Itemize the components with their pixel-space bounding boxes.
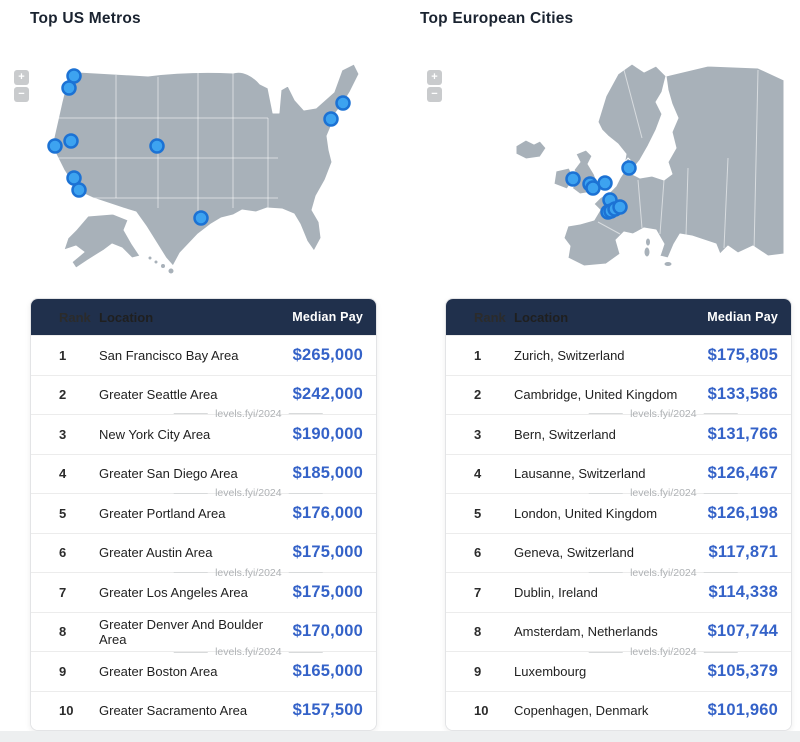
rank-cell: 4 <box>474 466 482 482</box>
table-row <box>446 454 791 494</box>
map-marker-sacramento[interactable] <box>65 135 78 148</box>
table-row <box>31 572 376 612</box>
location-cell: Amsterdam, Netherlands <box>514 624 658 640</box>
map-marker-austin[interactable] <box>195 212 208 225</box>
median-pay-cell: $242,000 <box>292 385 363 404</box>
location-cell: Lausanne, Switzerland <box>514 466 646 482</box>
median-pay-cell: $126,198 <box>707 503 778 522</box>
location-cell: Greater Boston Area <box>99 663 218 679</box>
median-pay-cell: $185,000 <box>292 464 363 483</box>
median-pay-cell: $265,000 <box>292 345 363 364</box>
table-row <box>31 651 376 691</box>
median-pay-cell: $190,000 <box>292 424 363 443</box>
location-cell: Dublin, Ireland <box>514 584 598 600</box>
rank-cell: 4 <box>59 466 67 482</box>
median-pay-header: Median Pay <box>707 310 778 324</box>
median-pay-cell: $170,000 <box>292 622 363 641</box>
scandinavia-shape <box>598 64 666 170</box>
location-cell: San Francisco Bay Area <box>99 347 239 363</box>
rank-cell: 5 <box>59 505 67 521</box>
table-row <box>31 414 376 454</box>
rank-cell: 6 <box>474 545 482 561</box>
eu-map[interactable] <box>428 58 798 290</box>
rank-header: Rank <box>474 309 506 325</box>
us-map-svg[interactable] <box>28 58 398 290</box>
eu-panel-title: Top European Cities <box>420 10 574 27</box>
median-pay-cell: $131,766 <box>707 424 778 443</box>
rank-cell: 3 <box>59 426 67 442</box>
map-marker-dublin[interactable] <box>567 173 580 186</box>
median-pay-cell: $175,000 <box>292 543 363 562</box>
us-map-zoom-in-button[interactable]: + <box>14 70 29 85</box>
location-cell: Luxembourg <box>514 663 587 679</box>
table-row <box>446 612 791 652</box>
rank-cell: 2 <box>474 387 482 403</box>
location-cell: Cambridge, United Kingdom <box>514 387 678 403</box>
rank-header: Rank <box>59 309 91 325</box>
watermark: levels.fyi/2024 <box>174 646 323 658</box>
location-cell: Copenhagen, Denmark <box>514 703 649 719</box>
location-cell: Greater Sacramento Area <box>99 703 248 719</box>
map-marker-new-york[interactable] <box>325 113 338 126</box>
rank-cell: 3 <box>474 426 482 442</box>
rank-cell: 7 <box>474 584 482 600</box>
table-row <box>31 454 376 494</box>
location-cell: Greater Austin Area <box>99 545 213 561</box>
rank-cell: 9 <box>474 663 482 679</box>
median-pay-cell: $101,960 <box>707 701 778 720</box>
watermark: levels.fyi/2024 <box>589 408 738 420</box>
median-pay-cell: $175,805 <box>707 345 778 364</box>
table-row <box>446 533 791 573</box>
table-row <box>446 651 791 691</box>
median-pay-cell: $105,379 <box>707 661 778 680</box>
eu-table-header <box>446 299 791 335</box>
eu-map-svg[interactable] <box>428 58 798 290</box>
rank-cell: 1 <box>474 347 482 363</box>
rank-cell: 8 <box>474 624 482 640</box>
median-pay-header: Median Pay <box>292 310 363 324</box>
median-pay-cell: $126,467 <box>707 464 778 483</box>
location-header: Location <box>514 309 569 325</box>
us-table <box>30 298 377 731</box>
eu-table-body <box>446 335 791 730</box>
map-marker-portland[interactable] <box>63 82 76 95</box>
iceland-shape <box>516 140 546 159</box>
location-cell: Greater Denver And Boulder Area <box>99 616 264 647</box>
map-marker-san-francisco[interactable] <box>49 140 62 153</box>
europe-mainland-shape <box>564 66 784 266</box>
sicily-shape <box>664 262 672 267</box>
map-marker-san-diego[interactable] <box>73 184 86 197</box>
watermark: levels.fyi/2024 <box>174 567 323 579</box>
watermark: levels.fyi/2024 <box>174 408 323 420</box>
location-cell: Zurich, Switzerland <box>514 347 625 363</box>
median-pay-cell: $157,500 <box>292 701 363 720</box>
rank-cell: 10 <box>59 703 74 719</box>
median-pay-cell: $107,744 <box>707 622 778 641</box>
map-marker-zurich[interactable] <box>614 201 627 214</box>
us-panel-title: Top US Metros <box>30 10 141 27</box>
eu-map-zoom-out-button[interactable]: − <box>427 87 442 102</box>
location-cell: New York City Area <box>99 426 211 442</box>
location-cell: London, United Kingdom <box>514 505 658 521</box>
median-pay-cell: $117,871 <box>708 543 778 562</box>
map-marker-amsterdam[interactable] <box>599 177 612 190</box>
us-table-body <box>31 335 376 730</box>
map-marker-boston[interactable] <box>337 97 350 110</box>
us-map-zoom-out-button[interactable]: − <box>14 87 29 102</box>
corsica-shape <box>646 238 651 246</box>
table-row <box>31 612 376 652</box>
median-pay-cell: $176,000 <box>292 503 363 522</box>
rank-cell: 9 <box>59 663 67 679</box>
rank-cell: 1 <box>59 347 67 363</box>
median-pay-cell: $114,338 <box>708 582 778 601</box>
alaska-shape <box>64 214 140 268</box>
median-pay-cell: $133,586 <box>707 385 778 404</box>
table-row <box>31 691 376 731</box>
rank-cell: 8 <box>59 624 67 640</box>
us-map[interactable] <box>28 58 398 290</box>
location-cell: Greater Portland Area <box>99 505 226 521</box>
location-cell: Greater San Diego Area <box>99 466 238 482</box>
watermark: levels.fyi/2024 <box>589 487 738 499</box>
location-header: Location <box>99 309 154 325</box>
us-table-header <box>31 299 376 335</box>
watermark: levels.fyi/2024 <box>589 567 738 579</box>
table-row <box>446 335 791 375</box>
watermark: levels.fyi/2024 <box>589 646 738 658</box>
location-cell: Greater Seattle Area <box>99 387 218 403</box>
table-row <box>446 414 791 454</box>
median-pay-cell: $165,000 <box>292 661 363 680</box>
rank-cell: 10 <box>474 703 489 719</box>
median-pay-cell: $175,000 <box>292 582 363 601</box>
table-row <box>446 493 791 533</box>
table-row <box>31 375 376 415</box>
table-row <box>446 691 791 731</box>
table-row <box>446 375 791 415</box>
rank-cell: 7 <box>59 584 67 600</box>
map-marker-denver[interactable] <box>151 140 164 153</box>
next-section-edge <box>0 731 800 742</box>
rank-cell: 2 <box>59 387 67 403</box>
rank-cell: 5 <box>474 505 482 521</box>
eu-panel <box>400 0 800 742</box>
location-cell: Bern, Switzerland <box>514 426 616 442</box>
table-row <box>31 493 376 533</box>
rank-cell: 6 <box>59 545 67 561</box>
table-row <box>446 572 791 612</box>
location-cell: Geneva, Switzerland <box>514 545 634 561</box>
eu-map-zoom-in-button[interactable]: + <box>427 70 442 85</box>
table-row <box>31 533 376 573</box>
sardinia-shape <box>644 247 650 257</box>
eu-table <box>445 298 792 731</box>
watermark: levels.fyi/2024 <box>174 487 323 499</box>
location-cell: Greater Los Angeles Area <box>99 584 248 600</box>
map-marker-copenhagen[interactable] <box>623 162 636 175</box>
table-row <box>31 335 376 375</box>
